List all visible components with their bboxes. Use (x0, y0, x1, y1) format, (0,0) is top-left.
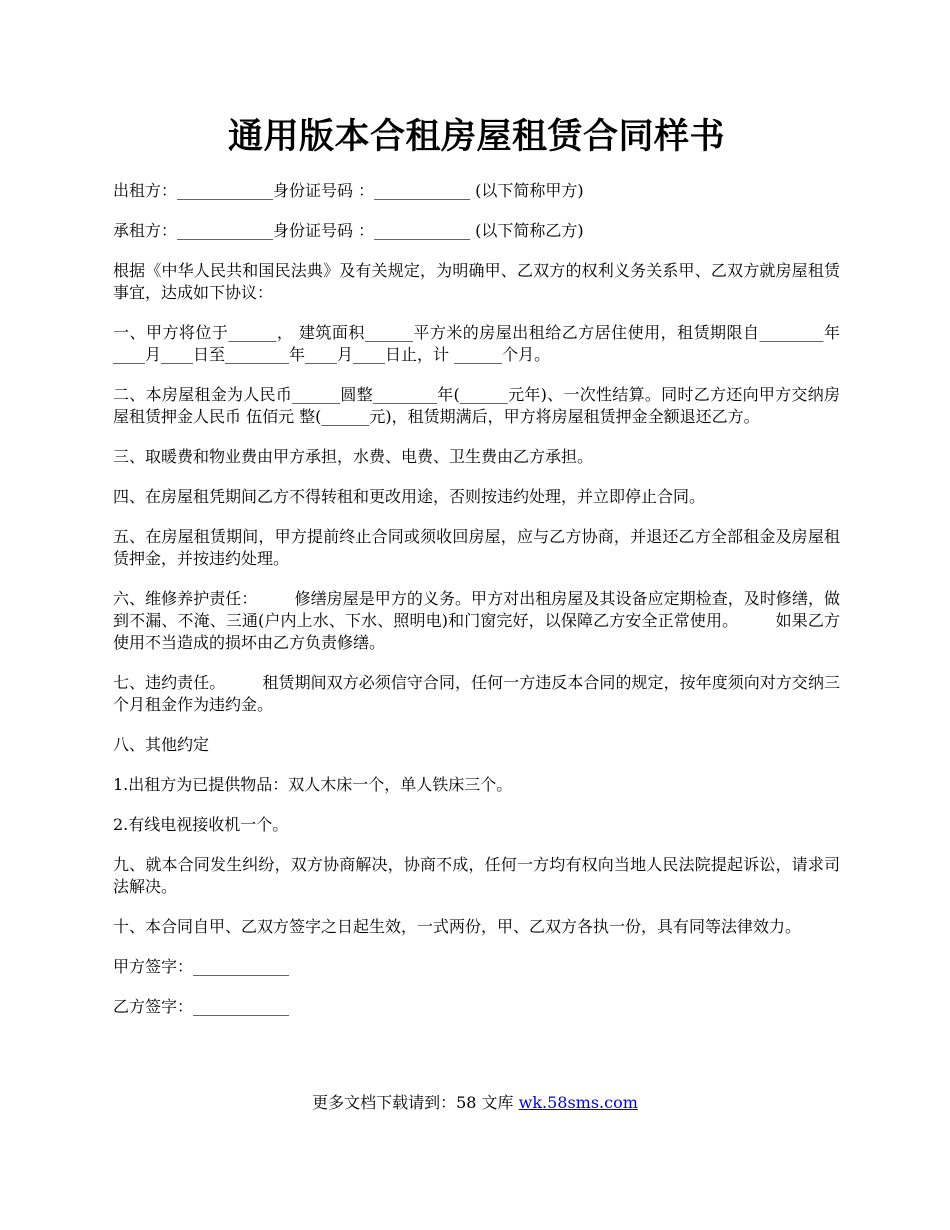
footer (0, 1092, 950, 1114)
clause-4: 四、在房屋租凭期间乙方不得转租和更改用途，否则按违约处理，并立即停止合同。 (113, 487, 706, 506)
document-page (113, 112, 840, 1036)
party-b-signature: 乙方签字：____________ (113, 997, 290, 1016)
preamble: 根据《中华人民共和国民法典》及有关规定，为明确甲、乙双方的权利义务关系甲、乙双方就房屋租赁事宜，达成如下协议： (113, 261, 840, 302)
clause-9: 九、就本合同发生纠纷，双方协商解决，协商不成，任何一方均有权向当地人民法院提起诉讼，请求司法解决。 (113, 855, 840, 896)
document-title: 通用版本合租房屋租赁合同样书 (227, 117, 725, 157)
lessee-line: 承租方：____________身份证号码 ：____________ (以下简称乙方) (113, 221, 584, 240)
clause-7: 七、违约责任。 租赁期间双方必须信守合同，任何一方违反本合同的规定，按年度须向对方交纳三个月租金作为违约金。 (113, 673, 840, 714)
clause-3: 三、取暖费和物业费由甲方承担，水费、电费、卫生费由乙方承担。 (113, 447, 594, 466)
lessor-line: 出租方：____________身份证号码 ：____________ (以下简称甲方) (113, 181, 584, 200)
clause-1: 一、甲方将位于______， 建筑面积______平方米的房屋出租给乙方居住使用，租赁期限自________年____月____日至________年____月____日止，计 ______个月。 (113, 323, 840, 364)
footer-link[interactable]: wk.58sms.com (518, 1093, 638, 1112)
clause-8-item-2: 2.有线电视接收机一个。 (113, 815, 289, 834)
party-a-signature: 甲方签字：____________ (113, 957, 290, 976)
clause-10: 十、本合同自甲、乙双方签字之日起生效，一式两份，甲、乙双方各执一份，具有同等法律效力。 (113, 917, 802, 936)
clause-6: 六、维修养护责任： 修缮房屋是甲方的义务。甲方对出租房屋及其设备应定期检查，及时修缮，做到不漏、不淹、三通(户内上水、下水、照明电)和门窗完好，以保障乙方安全正常使用。 如果乙方使用不当造成的损坏由乙方负责修缮。 (113, 589, 840, 652)
clause-2: 二、本房屋租金为人民币______圆整________年(______元年)、一次性结算。同时乙方还向甲方交纳房屋租赁押金人民币 伍佰元 整(______元)，租赁期满后，甲方将房屋租赁押金全额退还乙方。 (113, 385, 840, 426)
clause-8: 八、其他约定 (113, 735, 210, 754)
footer-text: 更多文档下载请到：58 文库 (312, 1093, 519, 1112)
clause-5: 五、在房屋租赁期间，甲方提前终止合同或须收回房屋，应与乙方协商，并退还乙方全部租金及房屋租赁押金，并按违约处理。 (113, 527, 840, 568)
clause-8-item-1: 1.出租方为已提供物品：双人木床一个，单人铁床三个。 (113, 775, 513, 794)
